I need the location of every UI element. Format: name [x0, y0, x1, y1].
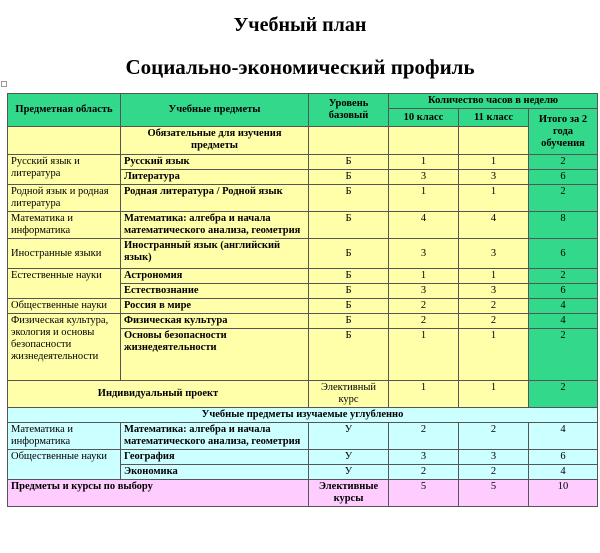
header-area: Предметная область — [8, 94, 121, 127]
area-cell: Иностранные языки — [8, 239, 121, 269]
subject-cell: Астрономия — [121, 269, 309, 284]
table-row: Естествознание Б 3 3 6 — [8, 284, 598, 299]
area-cell: Математика и информатика — [8, 423, 121, 450]
area-cell: Математика и информатика — [8, 212, 121, 239]
table-row: Естественные науки Астрономия Б 1 1 2 — [8, 269, 598, 284]
subject-cell: Естествознание — [121, 284, 309, 299]
header-grade11: 11 класс — [459, 109, 529, 127]
table-row: Физическая культура, экология и основы безопасности жизнедеятельности Физическая культура Б 2 2 4 — [8, 314, 598, 329]
area-cell: Общественные науки — [8, 299, 121, 314]
mandatory-label: Обязательные для изучения предметы — [121, 127, 309, 155]
table-move-handle-icon[interactable] — [1, 81, 7, 87]
subject-cell: Математика: алгебра и начала математического анализа, геометрия — [121, 423, 309, 450]
curriculum-table — [7, 93, 598, 507]
table-row: Экономика У 2 2 4 — [8, 465, 598, 480]
subject-cell: Физическая культура — [121, 314, 309, 329]
table-row: Иностранные языки Иностранный язык (английский язык) Б 3 3 6 — [8, 239, 598, 269]
area-cell: Физическая культура, экология и основы безопасности жизнедеятельности — [8, 314, 121, 381]
table-row: Русский язык и литература Русский язык Б 1 1 2 — [8, 155, 598, 170]
header-level: Уровень базовый — [309, 94, 389, 127]
area-cell: Общественные науки — [8, 450, 121, 480]
advanced-section-row — [8, 408, 598, 423]
area-cell: Русский язык и литература — [8, 155, 121, 185]
subject-cell: Россия в мире — [121, 299, 309, 314]
table-row: Основы безопасности жизнедеятельности Б 1 1 2 — [8, 329, 598, 381]
table-row: Родной язык и родная литература Родная литература / Родной язык Б 1 1 2 — [8, 185, 598, 212]
subject-cell: География — [121, 450, 309, 465]
subject-cell: Экономика — [121, 465, 309, 480]
project-label: Индивидуальный проект — [8, 381, 309, 408]
mandatory-area-empty — [8, 127, 121, 155]
subject-cell: Литература — [121, 170, 309, 185]
header-subjects: Учебные предметы — [121, 94, 309, 127]
table-row: Литература Б 3 3 6 — [8, 170, 598, 185]
header-hours: Количество часов в неделю — [389, 94, 598, 109]
subject-cell: Русский язык — [121, 155, 309, 170]
table-row: Общественные науки География У 3 3 6 — [8, 450, 598, 465]
header-grade10: 10 класс — [389, 109, 459, 127]
header-total: Итого за 2 года обучения — [529, 109, 598, 155]
table-row: Математика и информатика Математика: алгебра и начала математического анализа, геометрия Б 4 4 8 — [8, 212, 598, 239]
subject-cell: Родная литература / Родной язык — [121, 185, 309, 212]
area-cell: Естественные науки — [8, 269, 121, 299]
table-row: Общественные науки Россия в мире Б 2 2 4 — [8, 299, 598, 314]
subject-cell: Основы безопасности жизнедеятельности — [121, 329, 309, 381]
electives-row: Предметы и курсы по выбору Элективные курсы 5 5 10 — [8, 480, 598, 507]
project-row: Индивидуальный проект Элективный курс 1 1 2 — [8, 381, 598, 408]
page-title: Учебный план — [233, 14, 367, 36]
table-row: Математика и информатика Математика: алгебра и начала математического анализа, геометрия У 2 2 4 — [8, 423, 598, 450]
subject-cell: Иностранный язык (английский язык) — [121, 239, 309, 269]
electives-label: Предметы и курсы по выбору — [8, 480, 309, 507]
page-subtitle: Социально-экономический профиль — [125, 55, 475, 79]
advanced-label: Учебные предметы изучаемые углубленно — [8, 408, 598, 423]
area-cell: Родной язык и родная литература — [8, 185, 121, 212]
subject-cell: Математика: алгебра и начала математического анализа, геометрия — [121, 212, 309, 239]
